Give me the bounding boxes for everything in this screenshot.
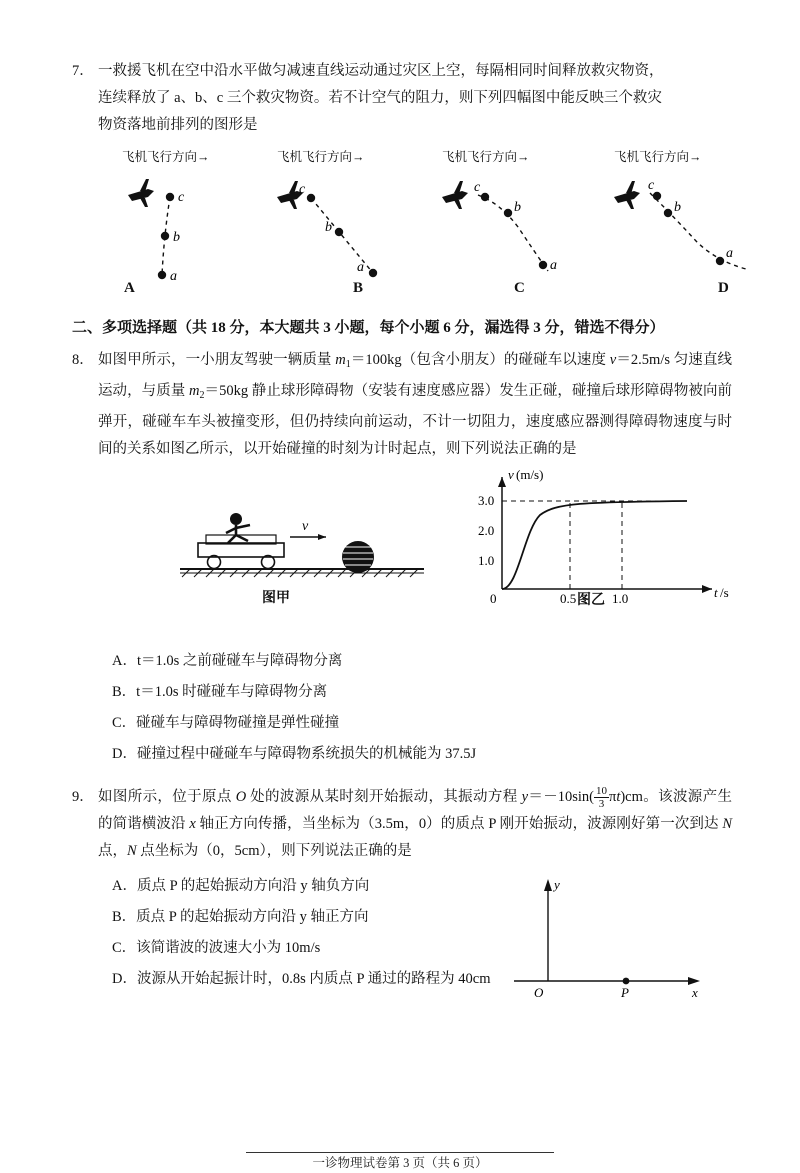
question-8-option-a: A．t＝1.0s 之前碰碰车与障碍物分离: [112, 653, 343, 669]
question-7-number: 7．: [72, 63, 94, 79]
svg-text:b: b: [674, 200, 681, 215]
question-7-option-d-figure: [610, 147, 760, 297]
svg-text:O: O: [534, 985, 544, 1000]
footer-divider: [246, 1152, 554, 1153]
plane-direction-label-c: 飞机飞行方向→: [442, 150, 530, 164]
figure-b-svg: [273, 165, 433, 285]
svg-text:a: a: [357, 260, 364, 275]
question-9-body: [72, 871, 732, 1000]
svg-text:a: a: [550, 258, 557, 273]
question-9-text: 如图所示，位于原点 O 处的波源从某时刻开始振动，其振动方程 y＝－10sin( $\frac{10}{3}$ πt)cm。该波源产生的简谐横波沿 x 轴正方向传播，当坐标为（3.5m，0）的质点 P 刚开始振动，波源刚好第一次到达 N 点，N 点坐标为（0，5cm），则下列说法正确的是: [98, 785, 733, 859]
svg-text:a: a: [170, 269, 177, 284]
question-9-option-b: B．质点 P 的起始振动方向沿 y 轴正方向: [112, 909, 369, 925]
svg-text:P: P: [621, 985, 629, 1000]
page-footer: [0, 1153, 800, 1171]
question-7-option-a-figure: [118, 147, 268, 297]
question-9-number: 9．: [72, 789, 94, 805]
question-9-option-d: D．波源从开始起振计时，0.8s 内质点 P 通过的路程为 40cm: [112, 971, 491, 987]
svg-text:1.0: 1.0: [478, 553, 495, 568]
question-7-line-1: 一救援飞机在空中沿水平做匀减速直线运动通过灾区上空，每隔相同时间释放救灾物资，: [98, 63, 664, 79]
svg-text:/s: /s: [720, 585, 729, 600]
question-8-text: 如图甲所示，一小朋友驾驶一辆质量 $m_1=100kg$（包含小朋友）的碰碰车以速度 v＝2.5m/s 匀速直线运动，与质量 $m_2=50kg$ 静止球形障碍物（安装有速度感应器）发生正碰，碰撞后球形障碍物被向前弹开，碰碰车车头被撞变形，但仍持续向前运动，不计一切阻力，速度感应器测得障碍物速度与时间的关系如图乙所示，以开始碰撞的时刻为计时起点，则下列说法正确的是: [98, 352, 733, 457]
question-9-option-c: C．该简谐波的波速大小为 10m/s: [112, 940, 321, 956]
question-9: [72, 784, 732, 865]
figure-c-label: C: [514, 280, 525, 296]
question-7-line-2: 连续释放了 a、b、c 三个救灾物资。若不计空气的阻力，则下列四幅图中能反映三个救灾: [98, 90, 662, 106]
figure-c-svg: [438, 165, 603, 285]
figure-a-label: A: [124, 280, 135, 296]
question-8-figure-row: [72, 469, 732, 644]
figure-yi-caption: 图乙: [577, 593, 605, 608]
figure-d-svg: [610, 165, 780, 285]
svg-text:(m/s): (m/s): [516, 467, 544, 482]
question-7-line-3: 物资落地前排列的图形是: [98, 117, 258, 133]
svg-text:x: x: [692, 985, 698, 1000]
figure-a-svg: [118, 165, 268, 285]
svg-text:c: c: [299, 182, 306, 197]
svg-text:v: v: [508, 467, 514, 482]
question-8-option-d: D．碰撞过程中碰碰车与障碍物系统损失的机械能为 37.5J: [112, 746, 477, 762]
bumper-car-diagram: [162, 473, 462, 603]
plane-direction-label-d: 飞机飞行方向→: [614, 150, 702, 164]
question-8-option-b: B．t＝1.0s 时碰碰车与障碍物分离: [112, 684, 328, 700]
footer-text: 一诊物理试卷第 3 页（共 6 页）: [312, 1156, 488, 1170]
svg-text:0: 0: [490, 591, 497, 605]
svg-text:c: c: [178, 190, 185, 205]
svg-text:0.5: 0.5: [560, 591, 577, 605]
svg-text:c: c: [474, 180, 481, 195]
wave-axes-diagram: [504, 871, 714, 1001]
question-7-text: [98, 58, 732, 139]
plane-direction-label-a: 飞机飞行方向→: [122, 150, 210, 164]
figure-jia-caption: 图甲: [262, 591, 290, 606]
svg-text:t: t: [714, 585, 718, 600]
plane-direction-label-b: 飞机飞行方向→: [277, 150, 365, 164]
question-8-option-c: C．碰碰车与障碍物碰撞是弹性碰撞: [112, 715, 340, 731]
svg-text:a: a: [726, 246, 733, 261]
question-8: [72, 347, 732, 463]
svg-text:1.0: 1.0: [612, 591, 629, 605]
question-8-options: [112, 646, 732, 770]
question-7-figure-row: [98, 147, 732, 297]
question-9-option-a: A．质点 P 的起始振动方向沿 y 轴负方向: [112, 878, 370, 894]
svg-text:3.0: 3.0: [478, 493, 495, 508]
svg-text:y: y: [554, 877, 560, 892]
question-7-option-b-figure: [273, 147, 423, 297]
svg-text:c: c: [648, 178, 655, 193]
figure-d-label: D: [718, 280, 729, 296]
svg-text:b: b: [514, 200, 521, 215]
question-7: [72, 58, 732, 139]
section-2-heading: 二、多项选择题（共 18 分，本大题共 3 小题，每个小题 6 分，漏选得 3 分，错选不得分）: [72, 320, 665, 336]
svg-text:b: b: [173, 230, 180, 245]
figure-b-label: B: [353, 280, 364, 296]
question-8-number: 8．: [72, 352, 94, 368]
svg-text:b: b: [325, 220, 332, 235]
svg-text:2.0: 2.0: [478, 523, 495, 538]
question-9-figure: [504, 871, 714, 1001]
velocity-time-graph: [462, 465, 752, 605]
svg-text:v: v: [302, 519, 309, 534]
question-7-option-c-figure: [438, 147, 588, 297]
page-content: [72, 58, 733, 1000]
question-9-options: [112, 871, 512, 995]
